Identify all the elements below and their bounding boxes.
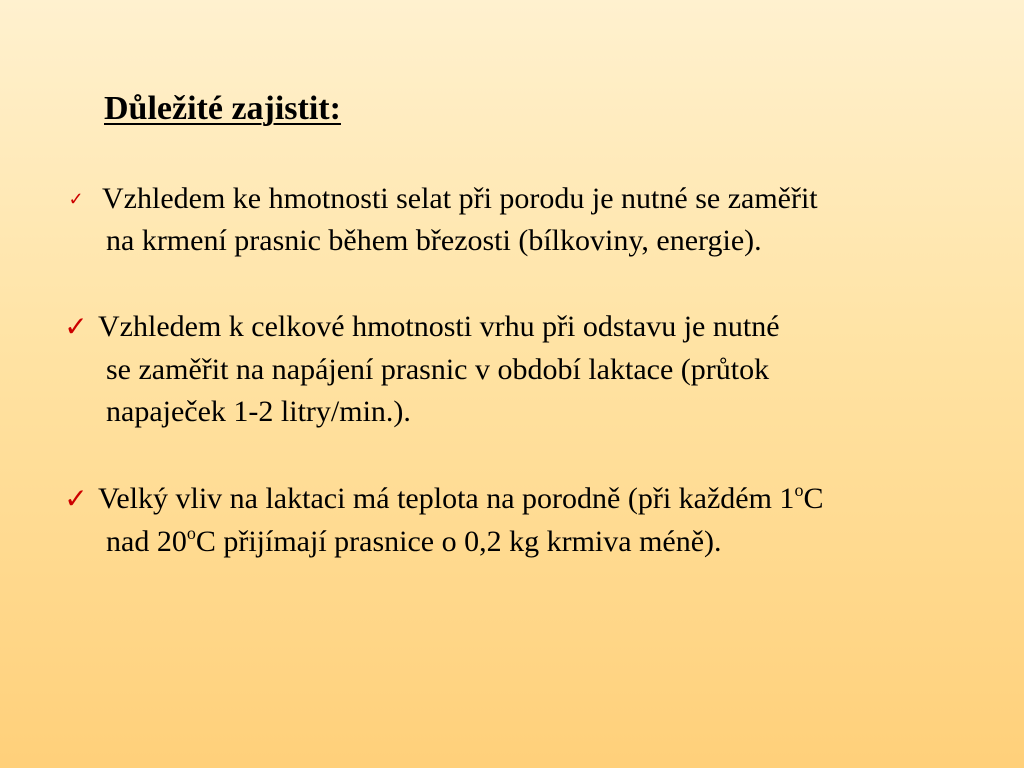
bullet-1-line-1: Vzhledem ke hmotnosti selat při porodu je nutné se zaměřit xyxy=(102,182,818,215)
bullet-item-1 xyxy=(60,178,980,262)
slide-title: Důležité zajistit: xyxy=(104,90,341,127)
bullet-3-line-2-a: nad 20 xyxy=(106,525,187,558)
degree-superscript: o xyxy=(794,480,804,500)
checkmark-icon: ✓ xyxy=(64,484,88,515)
bullet-1-line-2: na krmení prasnic během březosti (bílkoviny, energie). xyxy=(106,224,762,257)
bullet-2-line-3: napaječek 1-2 litry/min.). xyxy=(106,395,411,428)
bullet-3-line-1-b: C xyxy=(803,482,824,515)
bullet-2-line-1: Vzhledem k celkové hmotnosti vrhu při odstavu je nutné xyxy=(98,310,780,343)
bullet-2-line-2: se zaměřit na napájení prasnic v období laktace (průtok xyxy=(106,353,770,386)
degree-superscript: o xyxy=(186,523,196,543)
checkmark-icon: ✓ xyxy=(68,189,84,209)
bullet-3-line-1-a: Velký vliv na laktaci má teplota na porodně (při každém 1 xyxy=(98,482,795,515)
checkmark-icon: ✓ xyxy=(64,312,88,343)
bullet-3-line-2-b: C přijímají prasnice o 0,2 kg krmiva méně). xyxy=(195,525,722,558)
bullet-item-2 xyxy=(60,306,980,433)
bullet-item-3 xyxy=(60,478,980,563)
